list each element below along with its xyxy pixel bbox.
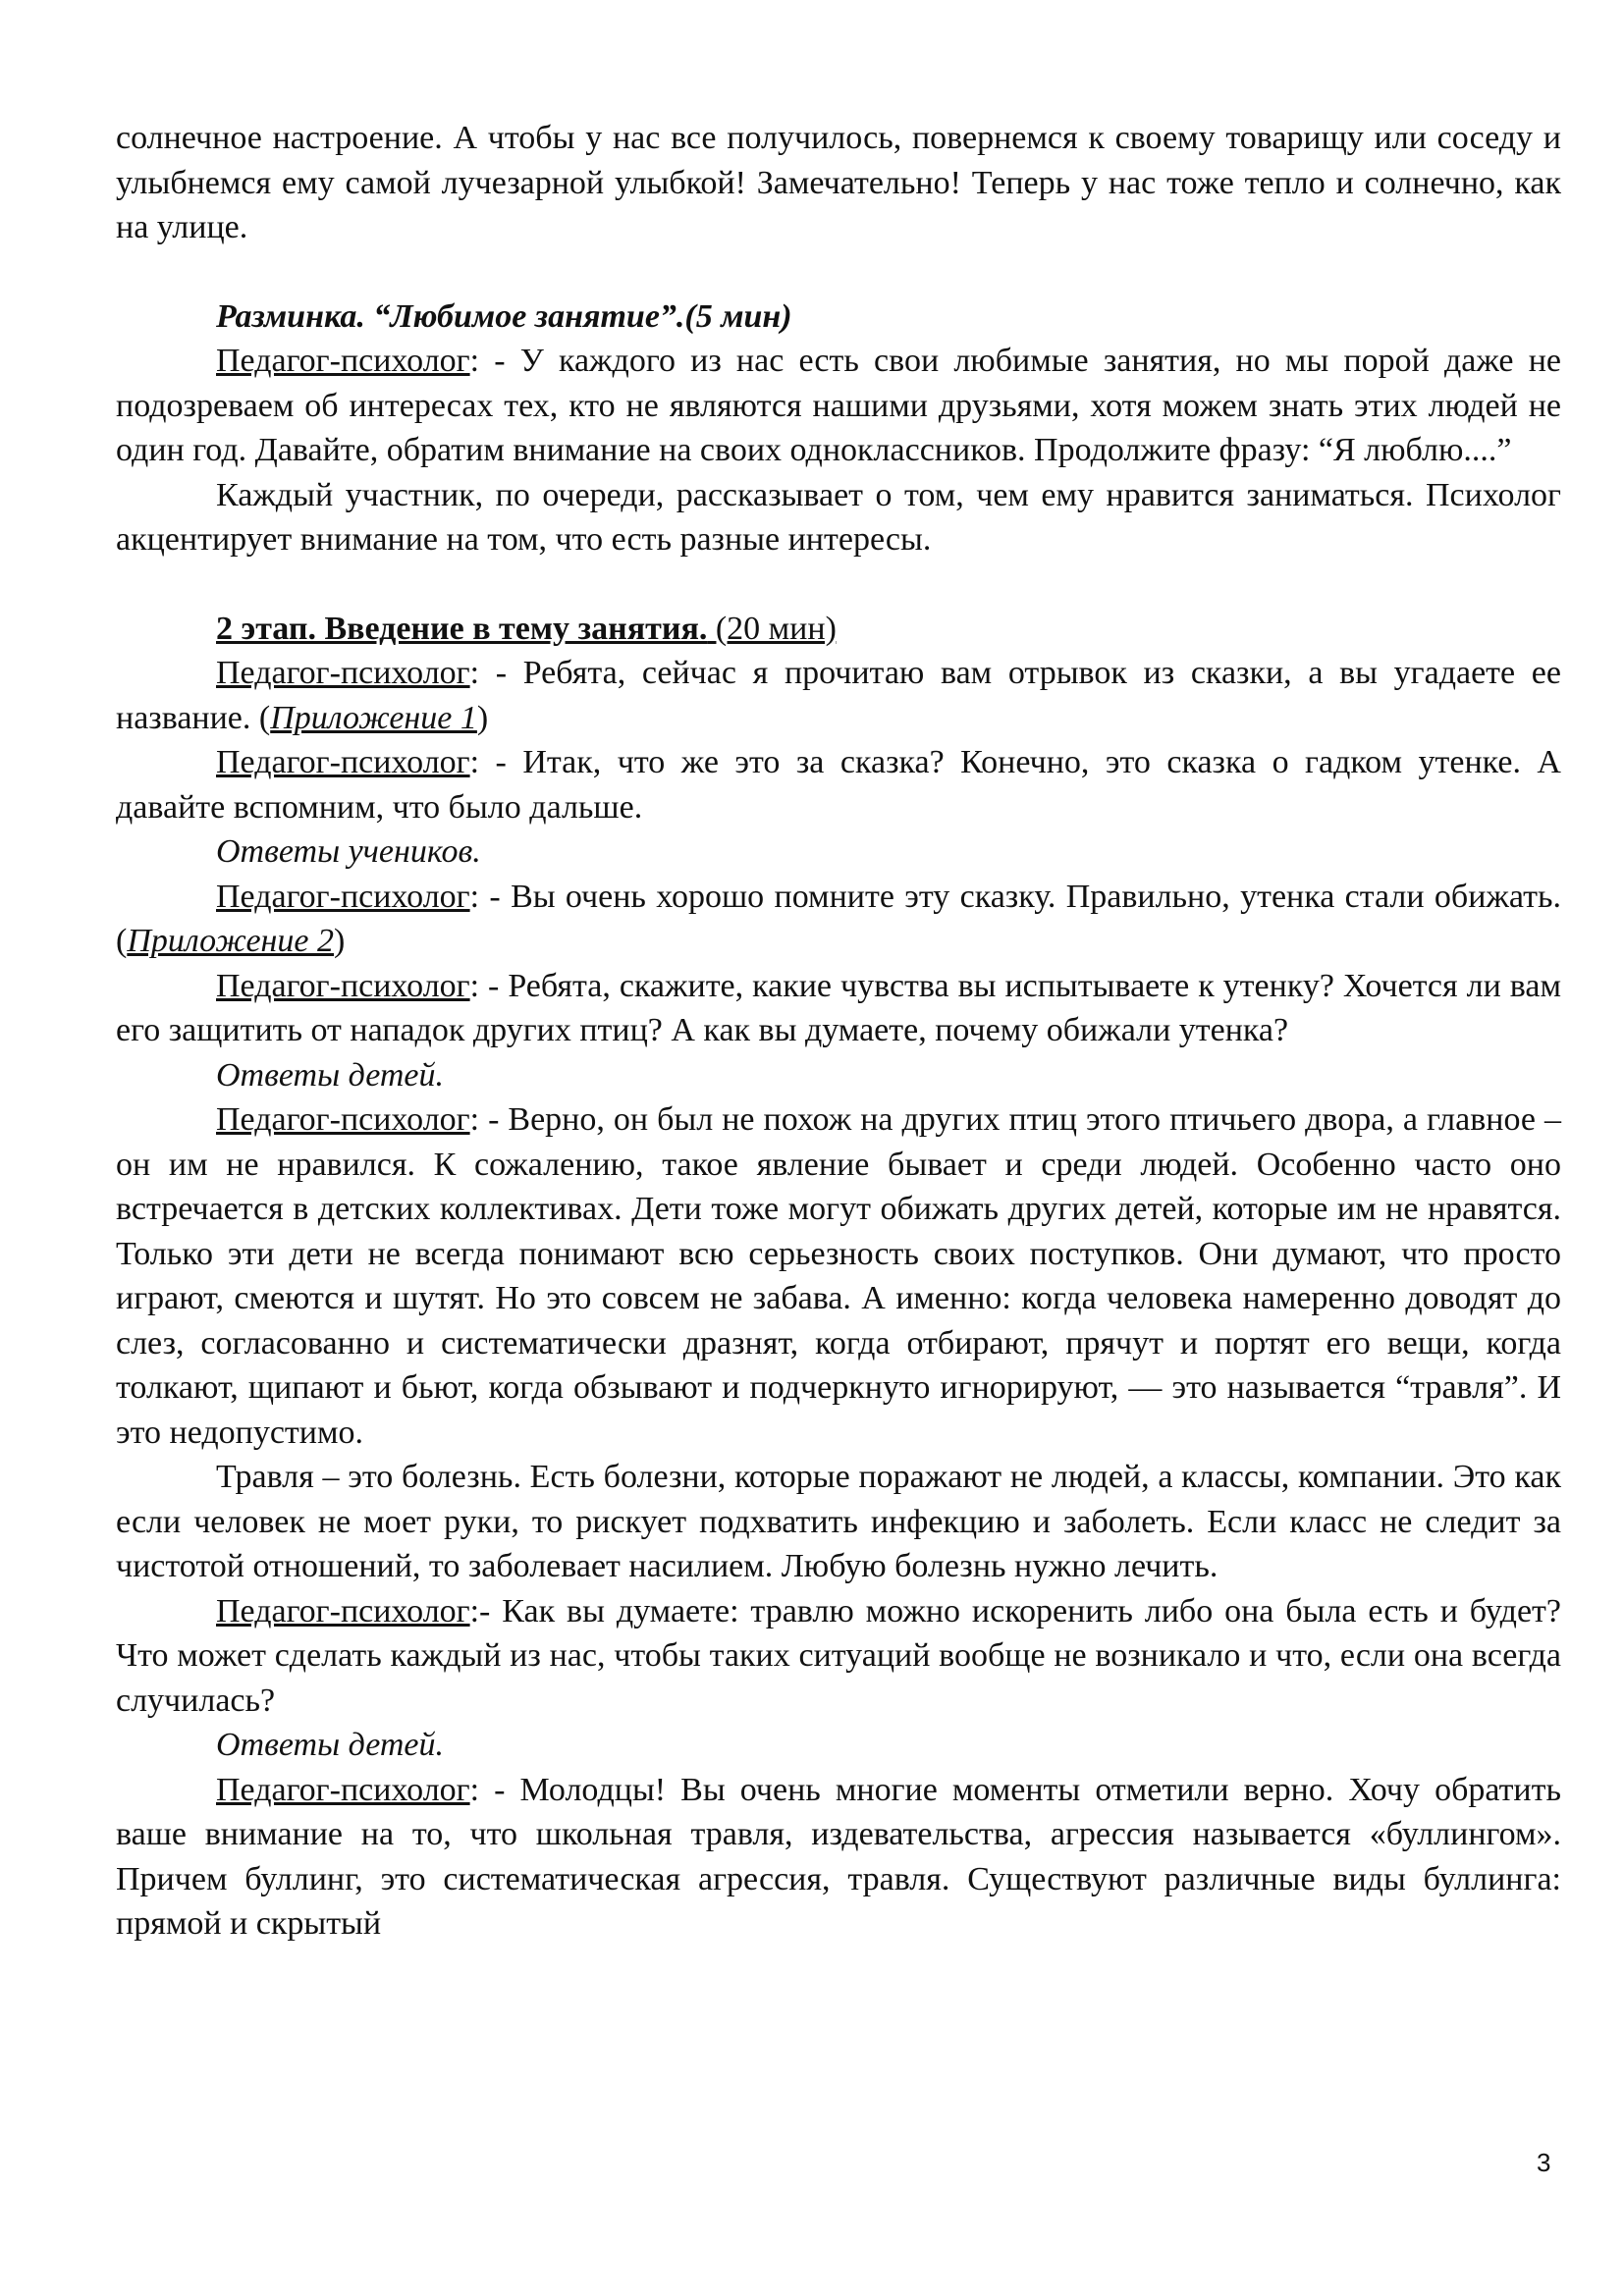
stage2-p3: [116, 875, 1561, 964]
speech-text: : - У каждого из нас есть свои любимые занятия, но мы порой даже не подозреваем об интересах тех, кто не являются нашими друзьями, хотя можем знать этих людей не один год. Давайте, обратим внимание на своих одноклассников. Продолжите фразу: “Я люблю....”: [116, 343, 1561, 468]
stage2-p6: Травля – это болезнь. Есть болезни, которые поражают не людей, а классы, компании. Это как если человек не моет руки, то рискует подхватить инфекцию и заболеть. Если класс не следит за чистотой отношений, то заболевает насилием. Любую болезнь нужно лечить.: [116, 1459, 1561, 1584]
appendix-1-link[interactable]: Приложение 1: [270, 699, 477, 736]
speech-text: :- Как вы думаете: травлю можно искоренить либо она была есть и будет? Что может сделать каждый из нас, чтобы таких ситуаций вообще не возникало и что, если она всегда случилась?: [116, 1592, 1561, 1719]
speech-end: ): [334, 923, 346, 959]
stage2-heading-text: [216, 611, 837, 647]
speaker-label: Педагог-психолог: [216, 967, 470, 1004]
stage2-p5: [116, 1097, 1561, 1455]
appendix-2-link[interactable]: Приложение 2: [127, 923, 335, 959]
page-number: 3: [1537, 2148, 1551, 2177]
stage2-p8: [116, 1768, 1561, 1947]
speech-end: ): [476, 699, 489, 736]
stage2-p7: [116, 1589, 1561, 1724]
children-answers: Ответы детей.: [216, 1727, 444, 1763]
students-answers: Ответы учеников.: [216, 833, 481, 870]
speaker-label: Педагог-психолог: [216, 1771, 470, 1808]
speaker-label: Педагог-психолог: [216, 655, 470, 691]
speaker-label: Педагог-психолог: [216, 744, 470, 780]
speech-text: : - Итак, что же это за сказка? Конечно, это сказка о гадком утенке. А давайте вспомним, что было дальше.: [116, 744, 1561, 826]
speaker-label: Педагог-психолог: [216, 343, 470, 379]
warmup-speech: [116, 339, 1561, 473]
stage2-p4: [116, 964, 1561, 1053]
intro-paragraph: солнечное настроение. А чтобы у нас все получилось, повернемся к своему товарищу или соседу и улыбнемся ему самой лучезарной улыбкой! Замечательно! Теперь у нас тоже тепло и солнечно, как на улице.: [116, 120, 1561, 245]
warmup-heading-text: Разминка. “Любимое занятие”.(5 мин): [216, 297, 792, 335]
speech-text: : - Молодцы! Вы очень многие моменты отметили верно. Хочу обратить ваше внимание на то, что школьная травля, издевательства, агрессия называется «буллингом». Причем буллинг, это систематическая агрессия, травля. Существуют различные виды буллинга: прямой и скрытый: [116, 1771, 1561, 1942]
stage2-heading: [116, 607, 1561, 652]
warmup-note: Каждый участник, по очереди, рассказывает о том, чем ему нравится заниматься. Психолог акцентирует внимание на том, что есть разные интересы.: [116, 476, 1561, 558]
speech-text: : - Верно, он был не похож на других птиц этого птичьего двора, а главное – он им не нравился. К сожалению, такое явление бывает и среди людей. Особенно часто оно встречается в детских коллективах. Дети тоже могут обижать других детей, которые им не нравятся. Только эти дети не всегда понимают всю серьезность своих поступков. Они думают, что просто играют, смеются и шутят. Но это совсем не забава. А именно: когда человека намеренно доводят до слез, согласованно и систематически дразнят, когда отбирают, прячут и портят его вещи, когда толкают, щипают и бьют, когда обзывают и подчеркнуто игнорируют, — это называется “травля”. И это недопустимо.: [116, 1101, 1561, 1451]
speech-text: : - Вы очень хорошо помните эту сказку. Правильно, утенка стали обижать. (: [116, 878, 1561, 959]
speaker-label: Педагог-психолог: [216, 1592, 470, 1629]
spacer: [116, 250, 1561, 294]
speaker-label: Педагог-психолог: [216, 878, 470, 915]
children-answers: Ответы детей.: [216, 1056, 444, 1094]
speech-text: : - Ребята, сейчас я прочитаю вам отрывок из сказки, а вы угадаете ее название. (: [116, 655, 1561, 736]
speech-text: : - Ребята, скажите, какие чувства вы испытываете к утенку? Хочется ли вам его защитить от нападок других птиц? А как вы думаете, почему обижали утенка?: [116, 967, 1561, 1048]
speaker-label: Педагог-психолог: [216, 1101, 470, 1138]
stage2-p1: [116, 651, 1561, 740]
warmup-heading: [116, 294, 1561, 340]
stage2-heading-bold: 2 этап. Введение в тему занятия.: [216, 610, 708, 647]
stage2-heading-time: (20 мин): [707, 610, 837, 647]
stage2-p2: [116, 740, 1561, 829]
document-page: [116, 116, 1561, 1947]
spacer: [116, 562, 1561, 607]
